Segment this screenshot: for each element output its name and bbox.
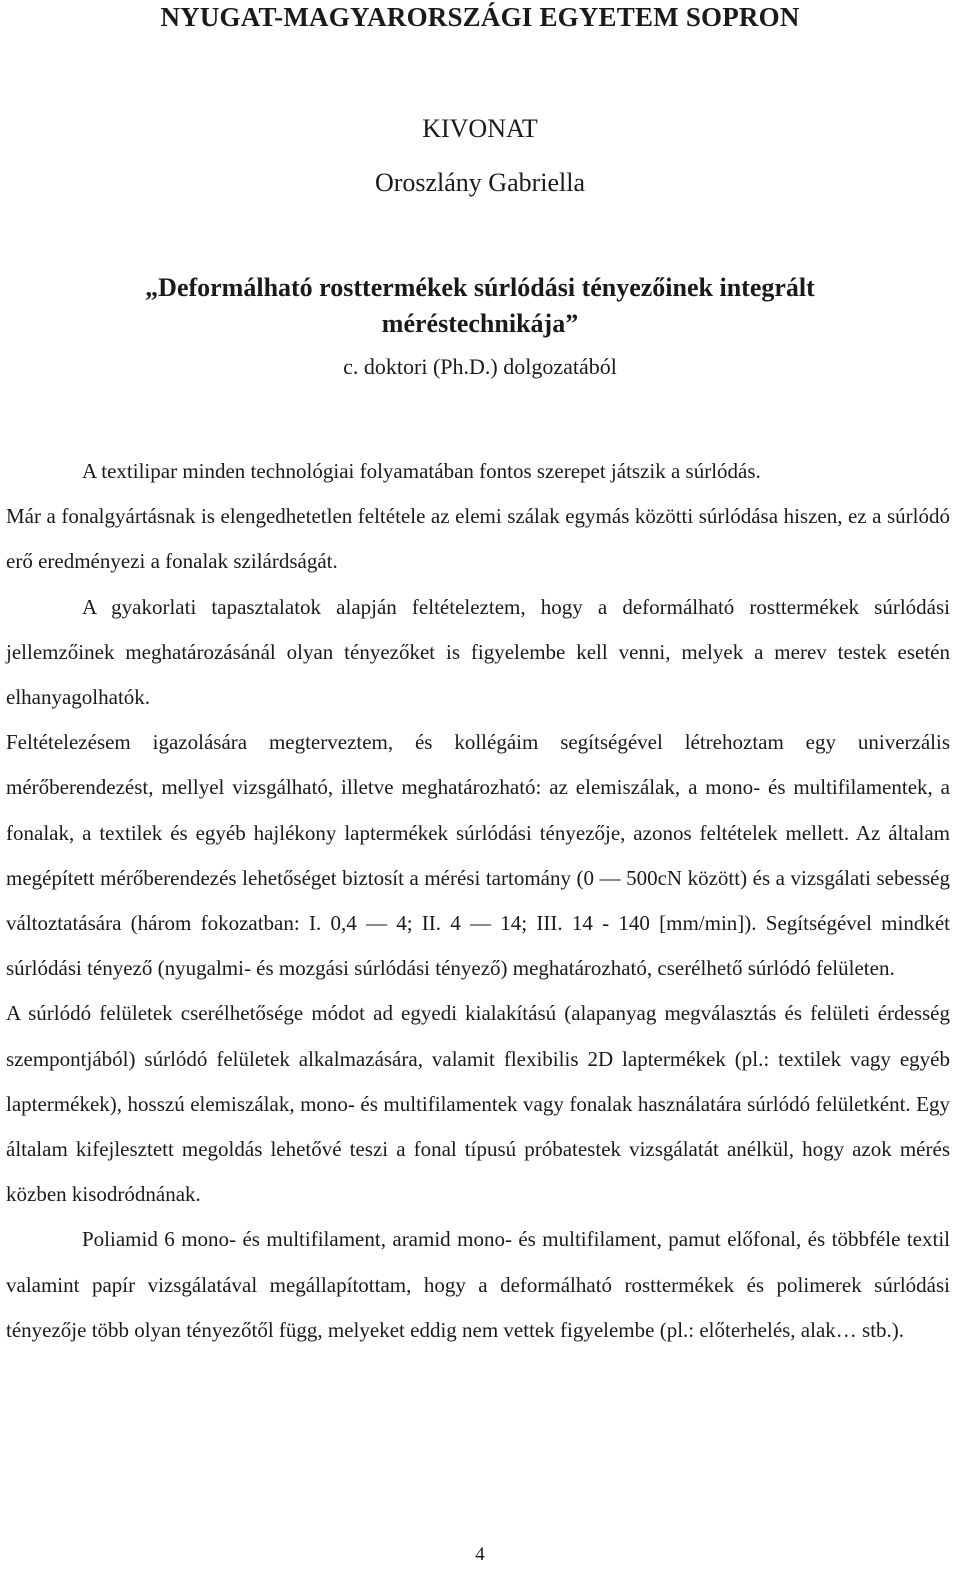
page-number: 4 [475, 1544, 485, 1565]
author-name: Oroszlány Gabriella [374, 168, 586, 197]
paragraph-1: A textilipar minden technológiai folyamatában fontos szerepet játszik a súrlódás. [82, 459, 761, 483]
paragraph-6: Poliamid 6 mono- és multifilament, aramid mono- és multifilament, pamut előfonal, és többféle textil valamint papír vizsgálatával megállapítottam, hogy a deformálható rosttermékek és polimerek súrlódási tényezője több olyan tényezőtől függ, melyeket eddig nem vettek figyelembe (pl.: előterhelés, alak… stb.). [6, 1227, 950, 1342]
paragraph-2: Már a fonalgyártásnak is elengedhetetlen feltétele az elemi szálak egymás közötti súrlódása hiszen, ez a súrlódó erő eredményezi a fonalak szilárdságát. [6, 504, 950, 574]
university-header: NYUGAT-MAGYARORSZÁGI EGYETEM SOPRON [160, 2, 800, 32]
paragraph-3: A gyakorlati tapasztalatok alapján feltételeztem, hogy a deformálható rosttermékek súrlódási jellemzőinek meghatározásánál olyan tényezőket is figyelembe kell venni, melyek a merev testek esetén elhanyagolhatók. [6, 594, 950, 710]
document-label: KIVONAT [422, 114, 538, 143]
paragraph-4: Feltételezésem igazolására megterveztem, és kollégáim segítségével létrehoztam egy univerzális mérőberendezést, mellyel vizsgálható, illetve meghatározható: az elemiszálak, a mono- és multifilamentek, a fonalak, a textilek és egyéb hajlékony laptermékek súrlódási tényezője, azonos feltételek mellett. Az általam megépített mérőberendezés lehetőséget biztosít a mérési tartomány (0 — 500cN között) és a vizsgálati sebesség változtatására (három fokozatban: I. 0,4 — 4; II. 4 — 14; III. 14 - 140 [mm/min]). Segítségével mindkét súrlódási tényező (nyugalmi- és mozgási súrlódási tényező) meghatározható, cserélhető súrlódó felületen. [6, 730, 950, 981]
paragraph-5: A súrlódó felületek cserélhetősége módot ad egyedi kialakítású (alapanyag megválasztás és felületi érdesség szempontjából) súrlódó felületek alkalmazására, valamit flexibilis 2D laptermékek (pl.: textilek vagy egyéb laptermékek), hosszú elemiszálak, mono- és multifilamentek vagy fonalak használatára súrlódó felületként. Egy általam kifejlesztett megoldás lehetővé teszi a fonal típusú próbatestek vizsgálatát anélkül, hogy azok mérés közben kisodródnának. [6, 1001, 950, 1207]
thesis-title: „Deformálható rosttermékek súrlódási tényezőinek integrált méréstechnikája” [145, 273, 815, 338]
abstract-body [6, 449, 950, 1353]
thesis-subtitle: c. doktori (Ph.D.) dolgozatából [343, 354, 617, 379]
